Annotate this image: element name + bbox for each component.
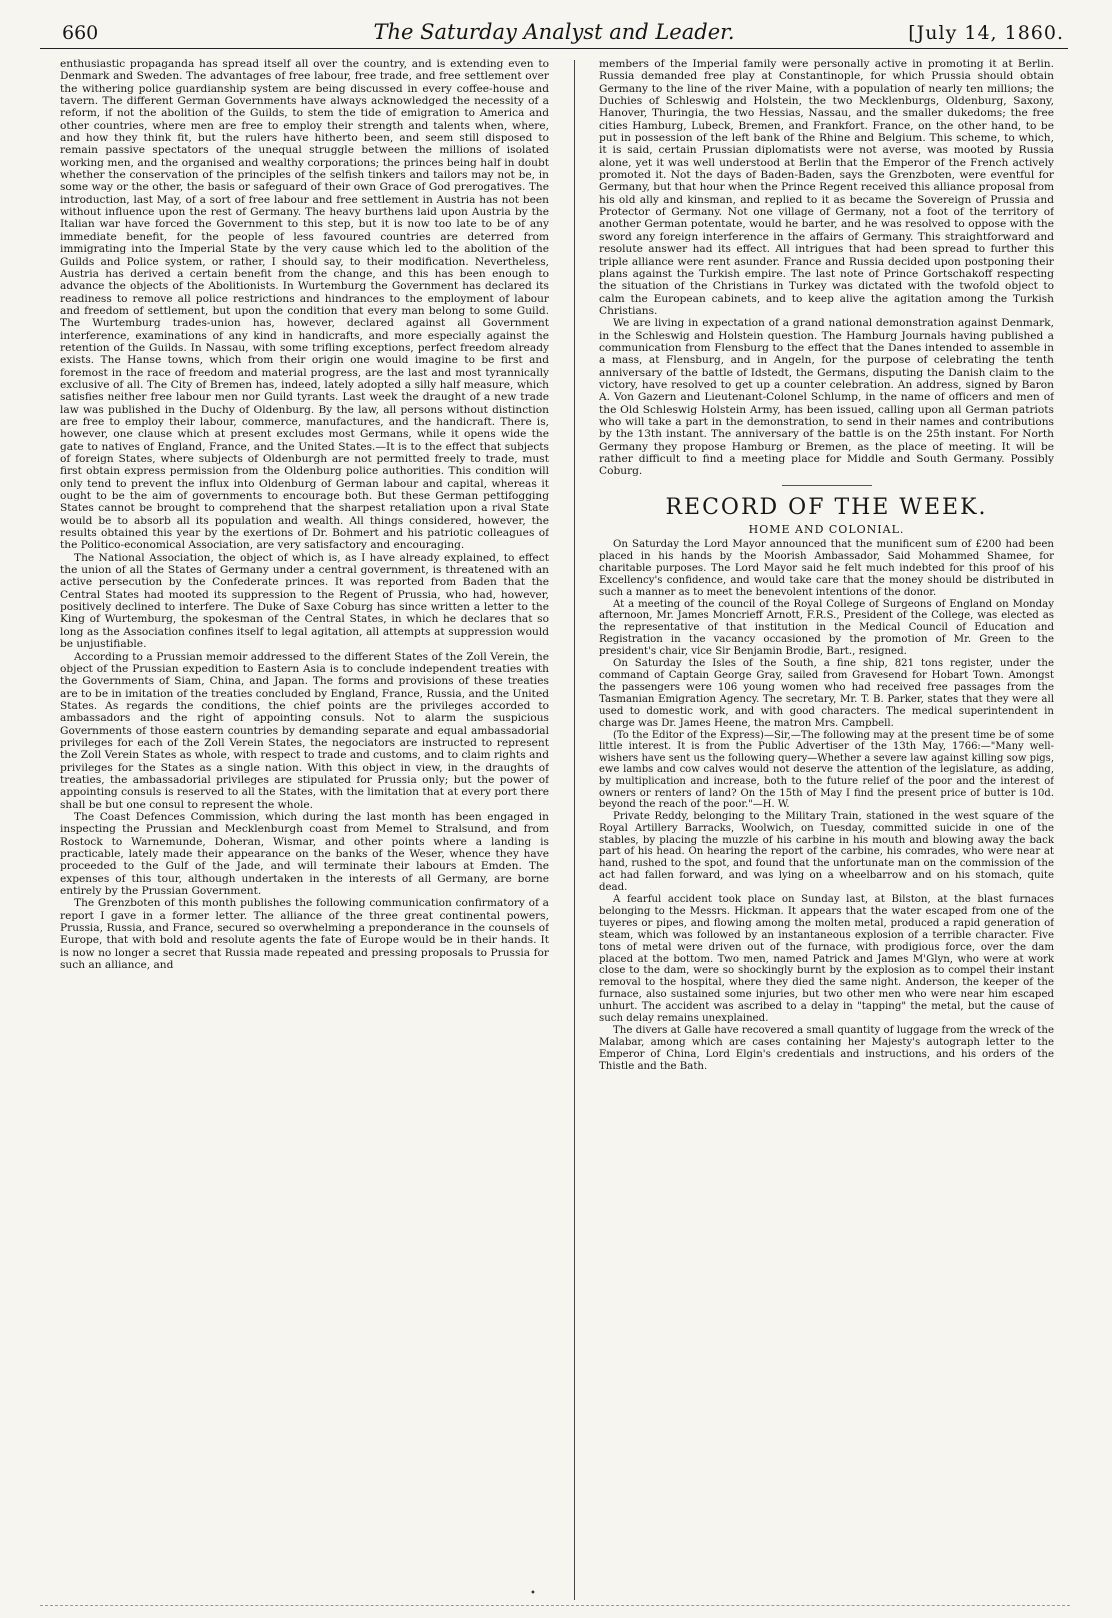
section-divider	[782, 485, 872, 486]
record-letter-paragraph: (To the Editor of the Express)—Sir,—The following may at the present time be of some little interest. It is from the Public Advertiser of the 13th May, 1766:—"Many well-wishers have sent us the following query—Whether a severe law against killing sow pigs, ewe lambs and cow calves would not deserve the attention of the legislature, as adding, by multiplication and increase, both to the future relief of the poor and the interest of owners or renters of land? On the 15th of May I find the present price of butter is 10d. beyond the reach of the poor."—H. W.	[599, 729, 1054, 811]
masthead-title: The Saturday Analyst and Leader.	[373, 20, 735, 44]
article-paragraph: The Grenzboten of this month publishes the following communication confirmatory of a report I gave in a former letter. The alliance of the three great continental powers, Prussia, Russia, and France, secured so overwhelming a preponderance in the counsels of Europe, that with bold and resolute agents the fate of Europe would be in their hands. It is now no longer a secret that Russia made repeated and pressing proposals to Prussia for such an alliance, and	[60, 897, 549, 972]
record-paragraph: On Saturday the Isles of the South, a fine ship, 821 tons register, under the command of Captain George Gray, sailed from Gravesend for Hobart Town. Amongst the passengers were 106 young women who had received free passages from the Tasmanian Emigration Agency. The secretary, Mr. T. B. Parker, states that they were all used to domestic work, and with good characters. The medical superintendent in charge was Dr. James Heene, the matron Mrs. Campbell.	[599, 658, 1054, 729]
page-number: 660	[62, 22, 99, 44]
article-paragraph: The National Association, the object of which is, as I have already explained, to effect the union of all the States of Germany under a central government, is threatened with an active persecution by the Confederate princes. It was reported from Baden that the Central States had mooted its suppression to the Regent of Prussia, who had, however, positively declined to interfere. The Duke of Saxe Coburg has since written a letter to the King of Wurtemburg, the spokesman of the Central States, in which he declares that so long as the Association confines itself to legal agitation, all attempts at suppression would be unjustifiable.	[60, 551, 549, 651]
column-divider	[574, 60, 575, 1600]
left-column	[60, 58, 549, 1598]
article-paragraph: We are living in expectation of a grand national demonstration against Denmark, in the Schleswig and Holstein question. The Hamburg Journals having published a communication from Flensburg to the effect that the Danes intended to assemble in a mass, at Flensburg, and in Angeln, for the purpose of celebrating the tenth anniversary of the battle of Idstedt, the Germans, disputing the Danish claim to the victory, have resolved to get up a counter celebration. An address, signed by Baron A. Von Gazern and Lieutenant-Colonel Schlump, in the name of officers and men of the Old Schleswig Holstein Army, has been issued, calling upon all German patriots who will take a part in the demonstration, to send in their names and contributions by the 13th instant. The anniversary of the battle is on the 25th instant. For North Germany they propose Hamburg or Bremen, as the place of meeting. It will be rather difficult to find a meeting place for Middle and South Germany. Possibly Coburg.	[599, 317, 1054, 478]
record-paragraph: A fearful accident took place on Sunday last, at Bilston, at the blast furnaces belonging to the Messrs. Hickman. It appears that the water escaped from one of the tuyeres or pipes, and flowing among the molten metal, produced a rapid generation of steam, which was followed by an instantaneous explosion of a terrible character. Five tons of metal were driven out of the furnace, with prodigious force, over the dam placed at the bottom. Two men, named Patrick and James M'Glyn, who were at work close to the dam, were so shockingly burnt by the explosion as to compel their instant removal to the hospital, where they died the same night. Anderson, the keeper of the furnace, also sustained some injuries, but two other men who were near him escaped unhurt. The accident was ascribed to a delay in "tapping" the metal, but the cause of such delay remains unexplained.	[599, 894, 1054, 1025]
record-paragraph: On Saturday the Lord Mayor announced that the munificent sum of £200 had been placed in his hands by the Moorish Ambassador, Said Mohammed Shamee, for charitable purposes. The Lord Mayor said he felt much indebted for this proof of his Excellency's confidence, and would take care that the money should be distributed in such a manner as to meet the benevolent intentions of the donor.	[599, 539, 1054, 598]
right-column	[599, 58, 1054, 1598]
record-paragraph: At a meeting of the council of the Royal College of Surgeons of England on Monday afternoon, Mr. James Moncrieff Arnott, F.R.S., President of the College, was elected as the representative of that institution in the Medical Council of Education and Registration in the vacancy occasioned by the promotion of Mr. Green to the president's chair, vice Sir Benjamin Brodie, Bart., resigned.	[599, 598, 1054, 658]
record-section-title: RECORD OF THE WEEK.	[665, 494, 988, 520]
article-paragraph: members of the Imperial family were personally active in promoting it at Berlin. Russia demanded free play at Constantinople, for which Prussia should obtain Germany to the line of the river Maine, with a population of nearly ten millions; the Duchies of Schleswig and Holstein, the two Mecklenburgs, Oldenburg, Saxony, Hanover, Thuringia, the two Hessias, Nassau, and the smaller dukedoms; the free cities Hamburg, Lubeck, Bremen, and Frankfort. France, on the other hand, to be put in possession of the left bank of the Rhine and Belgium. This scheme, to which, it is said, certain Prussian diplomatists were not averse, was mooted by Russia alone, yet it was well understood at Berlin that the Emperor of the French actively promoted it. Not the days of Baden-Baden, says the Grenzboten, were eventful for Germany, but that hour when the Prince Regent received this alliance proposal from his old ally and kinsman, and replied to it as became the Sovereign of Prussia and Protector of Germany. Not one village of Germany, not a foot of the territory of another German potentate, would he barter, and he was resolved to oppose with the sword any foreign interference in the affairs of Germany. This straightforward and resolute answer had its effect. All intrigues that had been spread to further this triple alliance were rent asunder. France and Russia decided upon postponing their plans against the Turkish empire. The last note of Prince Gortschakoff respecting the situation of the Christians in Turkey was dictated with the twofold object to calm the European cabinets, and to keep alive the agitation among the Turkish Christians.	[599, 58, 1054, 317]
record-items	[599, 539, 1054, 1073]
record-paragraph: Private Reddy, belonging to the Military Train, stationed in the west square of the Royal Artillery Barracks, Woolwich, on Tuesday, committed suicide in one of the stables, by placing the muzzle of his carbine in his mouth and blowing away the back part of his head. On hearing the report of the carbine, his comrades, who were near at hand, rushed to the spot, and found that the unfortunate man on the commission of the act had fallen forward, and was lying on a wheelbarrow and on his stomach, quite dead.	[599, 810, 1054, 894]
page-header	[40, 18, 1068, 49]
article-paragraph: enthusiastic propaganda has spread itself all over the country, and is extending even to Denmark and Sweden. The advantages of free labour, free trade, and free settlement over the withering police guardianship system are being discussed in every coffee-house and tavern. The different German Governments have always acknowledged the necessity of a reform, if not the abolition of the Guilds, to stem the tide of emigration to America and other countries, where men are free to employ their strength and talents when, where, and how they think fit, but the rulers have hitherto been, and seem still disposed to remain passive spectators of the unequal struggle between the millions of isolated working men, and the organised and wealthy corporations; the princes being half in doubt whether the conservation of the principles of the selfish tinkers and tailors may not be, in some way or the other, the basis or safeguard of their own Grace of God prerogatives. The introduction, last May, of a sort of free labour and free settlement in Austria has not been without influence upon the rest of Germany. The heavy burthens laid upon Austria by the Italian war have forced the Government to this step, but it is now too late to be of any immediate benefit, for the people of less favoured countries are deterred from immigrating into the Imperial State by the very cause which led to the abolition of the Guilds and Police system, or rather, I should say, to their modification. Nevertheless, Austria has derived a certain benefit from the change, and this has been enough to advance the objects of the Abolitionists. In Wurtemburg the Government has declared its readiness to remove all police restrictions and hindrances to the employment of labour and freedom of settlement, but upon the condition that every man belong to some Guild. The Wurtemburg trades-union has, however, declared against all Government interference, examinations of any kind in handicrafts, and more especially against the retention of the Guilds. In Nassau, with some trifling exceptions, perfect freedom already exists. The Hanse towns, which from their origin one would imagine to be first and foremost in the race of freedom and material progress, are the last and most tyrannically exclusive of all. The City of Bremen has, indeed, lately adopted a silly half measure, which satisfies neither free labour men nor Guild tyrants. Last week the draught of a new trade law was published in the Duchy of Oldenburg. By the law, all persons without distinction are free to employ their labour, commerce, manufactures, and the handicraft. There is, however, one clause which at present excludes most Germans, while it opens wide the gate to natives of England, France, and the United States.—It is to the effect that subjects of foreign States, where subjects of Oldenburgh are not permitted freely to trade, must first obtain express permission from the Oldenburg police authorities. This condition will only tend to prevent the influx into Oldenburg of German labour and capital, whereas it ought to be the aim of governments to encourage both. But these German pettifogging States cannot be brought to comprehend that the sharpest retaliation upon a rival State would be to absorb all its population and wealth. All things considered, however, the results obtained this year by the exertions of Dr. Bohmert and his patriotic colleagues of the Politico-economical Association, are very satisfactory and encouraging.	[60, 58, 549, 552]
article-paragraph: The Coast Defences Commission, which during the last month has been engaged in inspecting the Prussian and Mecklenburgh coast from Memel to Stralsund, and from Rostock to Warnemunde, Doheran, Wismar, and other points where a landing is practicable, lately made their appearance on the banks of the Weser, whence they have proceeded to the Gulf of the Jade, and will terminate their labours at Emden. The expenses of this tour, although undertaken in the interests of all Germany, are borne entirely by the Prussian Government.	[60, 810, 549, 898]
issue-date: [July 14, 1860.	[908, 22, 1064, 44]
record-paragraph: The divers at Galle have recovered a small quantity of luggage from the wreck of the Malabar, among which are cases containing her Majesty's autograph letter to the Emperor of China, Lord Elgin's credentials and instructions, and his orders of the Thistle and the Bath.	[599, 1025, 1054, 1072]
record-section-subtitle: HOME AND COLONIAL.	[748, 522, 905, 536]
bottom-edge-rule	[40, 1605, 1070, 1606]
bullet-mark: •	[530, 1588, 536, 1599]
article-paragraph: According to a Prussian memoir addressed to the different States of the Zoll Verein, the object of the Prussian expedition to Eastern Asia is to conclude independent treaties with the Governments of Siam, China, and Japan. The forms and provisions of these treaties are to be in imitation of the treaties concluded by England, France, Russia, and the United States. As regards the conditions, the chief points are the privileges accorded to ambassadors and the right of appointing consuls. Not to alarm the suspicious Governments of those eastern countries by demanding separate and equal ambassadorial privileges for each of the Zoll Verein States, the negociators are instructed to represent the Zoll Verein States as whole, with respect to trade and customs, and to claim rights and privileges for the States as a single nation. With this object in view, in the draughts of treaties, the ambassadorial privileges are stipulated for Prussia only; but the power of appointing consuls is reserved to all the States, with the limitation that at every port there shall be but one consul to represent the whole.	[60, 650, 549, 811]
